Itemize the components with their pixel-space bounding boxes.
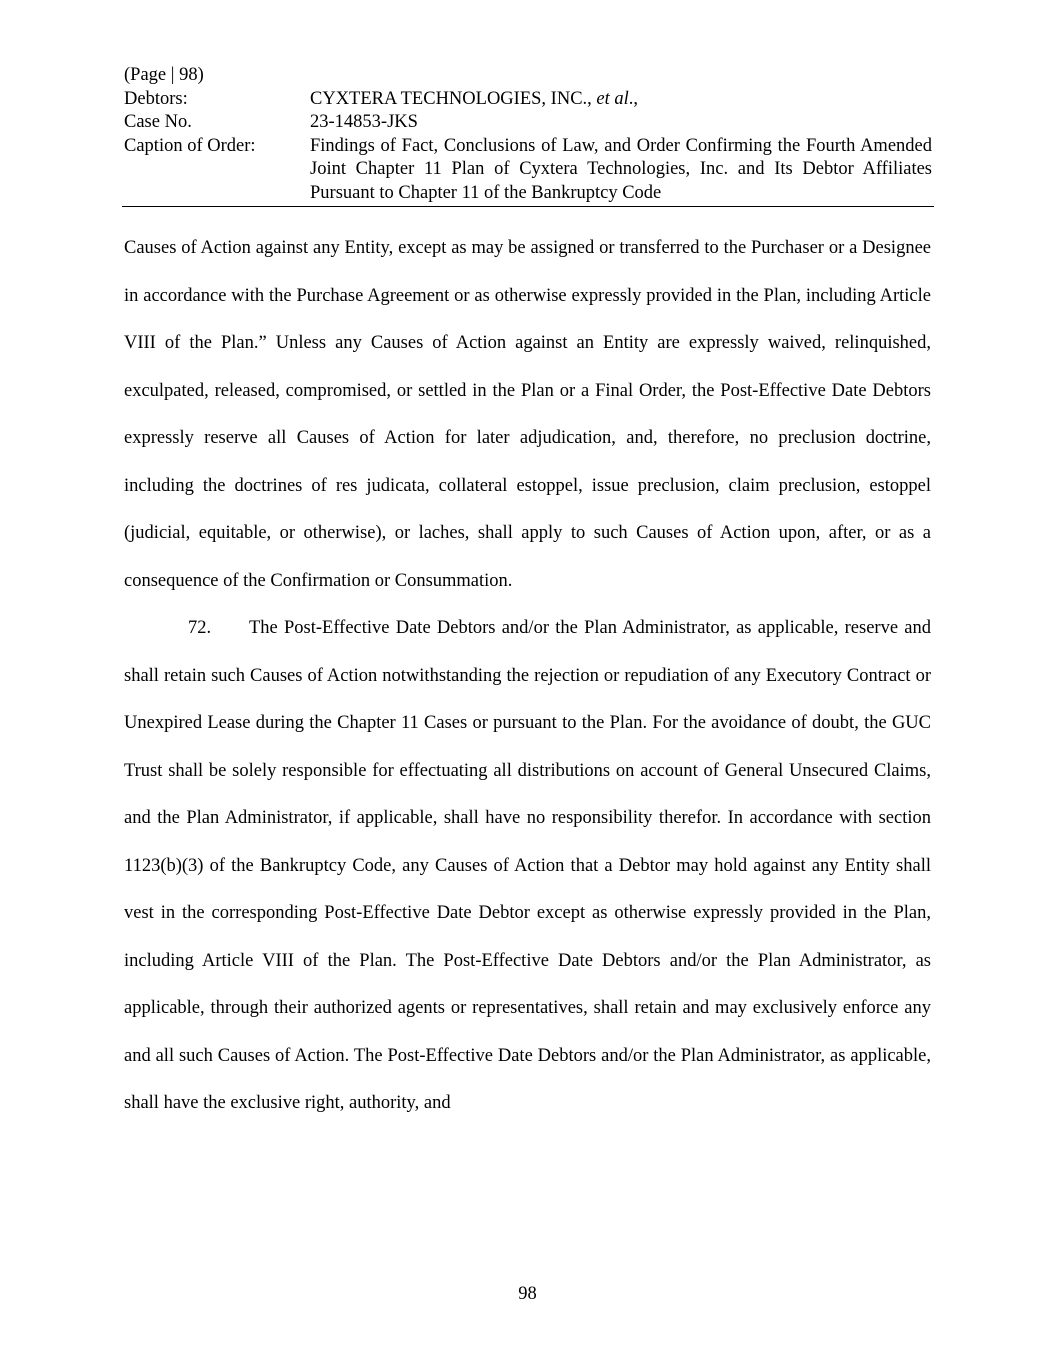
caption-label: Caption of Order:: [124, 135, 256, 156]
debtors-row: [124, 88, 932, 112]
debtors-value: [310, 88, 932, 112]
paragraph-continued: Causes of Action against any Entity, except as may be assigned or transferred to the Purchaser or a Designee in accordance with the Purchase Agreement or as otherwise expressly provided in the Plan, including Article VIII of the Plan.” Unless any Causes of Action against an Entity are expressly waived, relinquished, exculpated, released, compromised, or settled in the Plan or a Final Order, the Post-Effective Date Debtors expressly reserve all Causes of Action for later adjudication, and, therefore, no preclusion doctrine, including the doctrines of res judicata, collateral estoppel, issue preclusion, claim preclusion, estoppel (judicial, equitable, or otherwise), or laches, shall apply to such Causes of Action upon, after, or as a consequence of the Confirmation or Consummation.: [124, 238, 931, 591]
debtors-etal: et al: [596, 88, 629, 109]
paragraph-72-text: The Post-Effective Date Debtors and/or the Plan Administrator, as applicable, reserve and shall retain such Causes of Action notwithstanding the rejection or repudiation of any Executory Contract or Unexpired Lease during the Chapter 11 Cases or pursuant to the Plan. For the avoidance of doubt, the GUC Trust shall be solely responsible for effectuating all distributions on account of General Unsecured Claims, and the Plan Administrator, if applicable, shall have no responsibility therefor. In accordance with section 1123(b)(3) of the Bankruptcy Code, any Causes of Action that a Debtor may hold against any Entity shall vest in the corresponding Post-Effective Date Debtor except as otherwise expressly provided in the Plan, including Article VIII of the Plan. The Post-Effective Date Debtors and/or the Plan Administrator, as applicable, through their authorized agents or representatives, shall retain and may exclusively enforce any and all such Causes of Action. The Post-Effective Date Debtors and/or the Plan Administrator, as applicable, shall have the exclusive right, authority, and: [124, 618, 931, 1113]
case-number-label: Case No.: [124, 112, 192, 132]
page-reference-row: [124, 64, 932, 88]
debtors-tail: .,: [628, 88, 639, 109]
paragraph-72: [124, 605, 931, 1128]
debtors-name: CYXTERA TECHNOLOGIES, INC.,: [310, 88, 592, 109]
case-number-value: 23-14853-JKS: [310, 112, 418, 132]
case-number-row: [124, 111, 932, 135]
page-number-footer: 98: [518, 1284, 537, 1304]
document-header: [124, 64, 932, 205]
caption-row: [124, 135, 932, 206]
caption-text: Findings of Fact, Conclusions of Law, and Order Confirming the Fourth Amended Joint Chapter 11 Plan of Cyxtera Technologies, Inc. and Its Debtor Affiliates Pursuant to Chapter 11 of the Bankruptcy Code: [310, 135, 932, 203]
page-reference: (Page | 98): [124, 65, 204, 85]
document-body: [124, 225, 931, 1128]
debtors-label: Debtors:: [124, 88, 188, 109]
paragraph-number: 72.: [188, 618, 212, 638]
header-divider: [122, 206, 934, 207]
